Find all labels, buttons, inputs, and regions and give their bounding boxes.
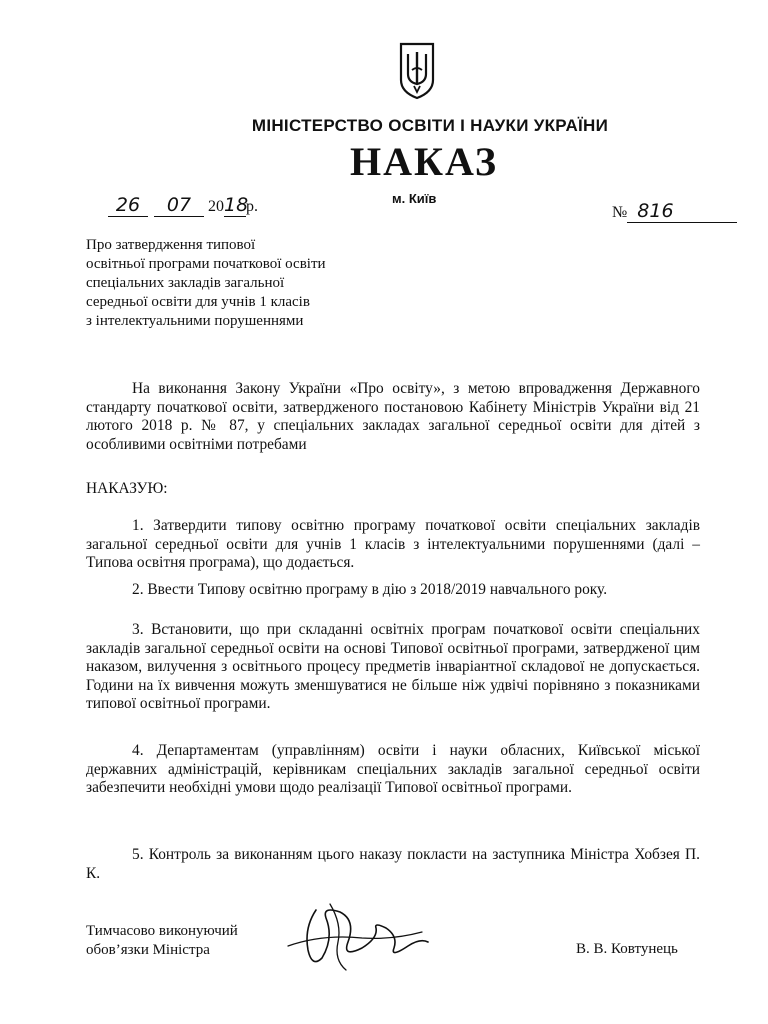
order-item-1: 1. Затвердити типову освітню програму початкової освіти спеціальних закладів загальної середньої освіти для учнів 1 класів з інтелектуальними порушеннями (далі – Типова освітня програма), що додається.: [86, 517, 700, 571]
signatory-position: [86, 922, 238, 960]
order-item-5: 5. Контроль за виконанням цього наказу покласти на заступника Міністра Хобзея П. К.: [86, 846, 700, 882]
subject-line: спеціальних закладів загальної: [86, 275, 285, 291]
year-label: р.: [246, 198, 258, 215]
intro-paragraph: На виконання Закону України «Про освіту», з метою впровадження Державного стандарту початкової освіти, затвердженого постановою Кабінету Міністрів України від 21 лютого 2018 р. № 87, у спеціальних закладах загальної середньої освіти для дітей з особливими освітніми потребами: [86, 380, 700, 453]
ukraine-trident-icon: [398, 40, 436, 100]
number-value: 816: [627, 200, 737, 223]
year-suffix: 18: [224, 194, 249, 216]
order-word: НАКАЗУЮ:: [86, 480, 168, 497]
date-day: 26: [108, 194, 148, 217]
handwritten-signature: [282, 898, 432, 978]
subject-block: [86, 236, 406, 331]
number-label: №: [612, 204, 628, 221]
document-number: [612, 200, 737, 224]
subject-line: з інтелектуальними порушеннями: [86, 313, 304, 329]
position-line-2: обов’язки Міністра: [86, 942, 210, 958]
document-date: [108, 194, 258, 220]
ministry-name: МІНІСТЕРСТВО ОСВІТИ І НАУКИ УКРАЇНИ: [251, 116, 609, 135]
order-item-2: 2. Ввести Типову освітню програму в дію з 2018/2019 навчального року.: [132, 581, 608, 598]
position-line-1: Тимчасово виконуючий: [86, 923, 238, 939]
subject-line: освітньої програми початкової освіти: [86, 256, 326, 272]
subject-line: середньої освіти для учнів 1 класів: [86, 294, 310, 310]
order-item-3: 3. Встановити, що при складанні освітніх програм початкової освіти спеціальних закладів загальної середньої освіти на основі Типової освітньої програми, затвердженої цим наказом, вилучення з освітнього процесу предметів інваріантної складової не допускається. Години на їх вивчення можуть зменшуватися не більше ніж удвічі порівняно з показниками типової освітньої програми.: [86, 621, 700, 712]
order-item-4: 4. Департаментам (управлінням) освіти і науки обласних, Київської міської державних адміністрацій, керівникам спеціальних закладів загальної середньої освіти забезпечити необхідні умови щодо реалізації Типової освітньої програми.: [86, 742, 700, 796]
year-prefix: 20: [208, 198, 224, 215]
date-month: 07: [154, 194, 204, 217]
signatory-name: В. В. Ковтунець: [576, 941, 678, 957]
document-title: НАКАЗ: [349, 139, 498, 184]
subject-line: Про затвердження типової: [86, 237, 256, 253]
city: м. Київ: [392, 191, 437, 206]
